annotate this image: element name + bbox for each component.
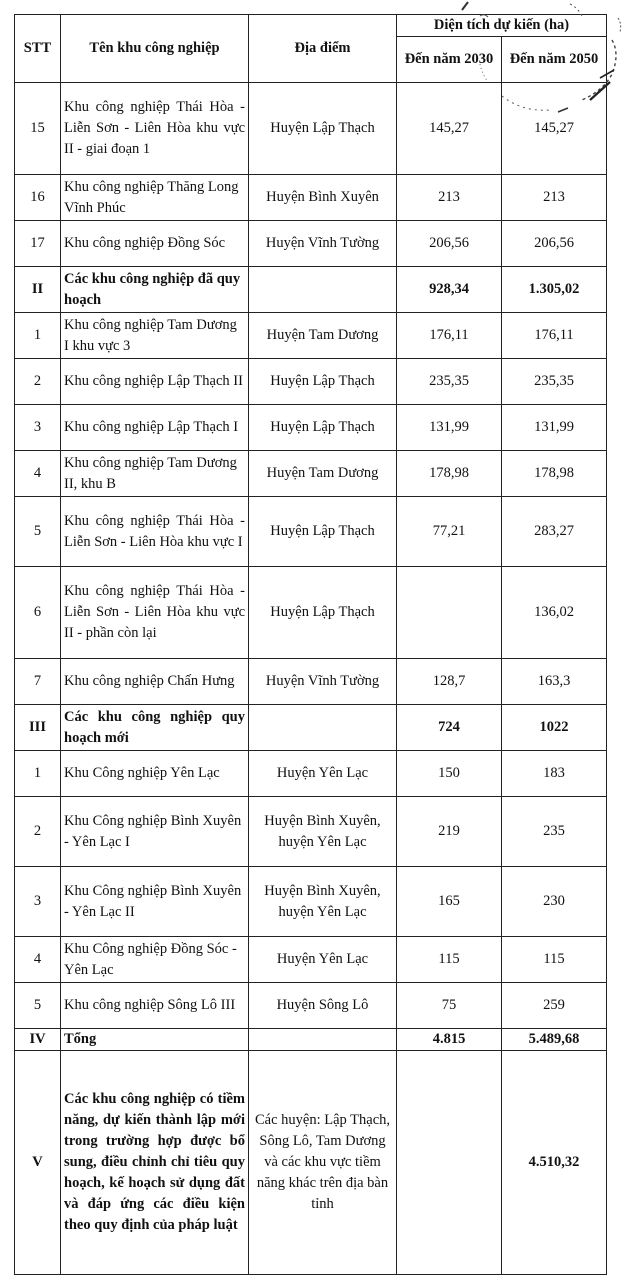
table-row [15, 1029, 607, 1051]
row-location: Huyện Lập Thạch [249, 405, 397, 451]
row-location: Huyện Lập Thạch [249, 497, 397, 567]
row-area-2030: 145,27 [397, 83, 502, 175]
table-row [15, 1051, 607, 1275]
header-year-2030: Đến năm 2030 [397, 37, 502, 83]
row-location [249, 705, 397, 751]
row-stt: II [15, 267, 61, 313]
row-area-2030: 213 [397, 175, 502, 221]
row-area-2050: 178,98 [502, 451, 607, 497]
row-name: Khu Công nghiệp Đồng Sóc - Yên Lạc [61, 937, 249, 983]
row-location: Huyện Yên Lạc [249, 937, 397, 983]
row-area-2050: 235 [502, 797, 607, 867]
row-name: Các khu công nghiệp quy hoạch mới [61, 705, 249, 751]
table-row [15, 497, 607, 567]
row-stt: 3 [15, 867, 61, 937]
row-name: Khu công nghiệp Thái Hòa - Liễn Sơn - Liên Hòa khu vực II - phần còn lại [61, 567, 249, 659]
row-area-2050: 163,3 [502, 659, 607, 705]
row-area-2050: 5.489,68 [502, 1029, 607, 1051]
row-location [249, 267, 397, 313]
table-row [15, 937, 607, 983]
row-stt: V [15, 1051, 61, 1275]
row-stt: 1 [15, 313, 61, 359]
row-name: Khu công nghiệp Thái Hòa - Liễn Sơn - Liên Hòa khu vực II - giai đoạn 1 [61, 83, 249, 175]
row-location: Huyện Vĩnh Tường [249, 221, 397, 267]
row-stt: 2 [15, 797, 61, 867]
row-stt: 5 [15, 983, 61, 1029]
row-stt: 15 [15, 83, 61, 175]
row-location: Huyện Tam Dương [249, 451, 397, 497]
row-location: Huyện Yên Lạc [249, 751, 397, 797]
table-row [15, 659, 607, 705]
table-row [15, 705, 607, 751]
table-row [15, 451, 607, 497]
row-area-2050: 145,27 [502, 83, 607, 175]
table-row [15, 359, 607, 405]
document-page [14, 14, 607, 1275]
row-area-2030: 165 [397, 867, 502, 937]
row-area-2030: 928,34 [397, 267, 502, 313]
row-stt: 17 [15, 221, 61, 267]
table-row [15, 751, 607, 797]
row-name: Khu công nghiệp Thăng Long Vĩnh Phúc [61, 175, 249, 221]
row-area-2050: 235,35 [502, 359, 607, 405]
row-area-2050: 176,11 [502, 313, 607, 359]
row-stt: 3 [15, 405, 61, 451]
row-name: Khu Công nghiệp Bình Xuyên - Yên Lạc I [61, 797, 249, 867]
row-area-2050: 230 [502, 867, 607, 937]
table-row [15, 83, 607, 175]
row-area-2030: 128,7 [397, 659, 502, 705]
row-area-2030: 178,98 [397, 451, 502, 497]
row-name: Khu công nghiệp Lập Thạch II [61, 359, 249, 405]
row-stt: 6 [15, 567, 61, 659]
table-row [15, 267, 607, 313]
row-area-2030 [397, 567, 502, 659]
row-stt: 4 [15, 937, 61, 983]
row-location: Huyện Lập Thạch [249, 83, 397, 175]
row-area-2030: 206,56 [397, 221, 502, 267]
row-area-2030: 115 [397, 937, 502, 983]
row-stt: 2 [15, 359, 61, 405]
row-location: Huyện Tam Dương [249, 313, 397, 359]
row-area-2030: 235,35 [397, 359, 502, 405]
row-area-2050: 206,56 [502, 221, 607, 267]
table-row [15, 405, 607, 451]
row-name: Khu Công nghiệp Yên Lạc [61, 751, 249, 797]
row-area-2030: 150 [397, 751, 502, 797]
row-name: Khu công nghiệp Đồng Sóc [61, 221, 249, 267]
row-area-2050: 183 [502, 751, 607, 797]
row-stt: 1 [15, 751, 61, 797]
row-name: Khu công nghiệp Tam Dương I khu vực 3 [61, 313, 249, 359]
row-area-2050: 131,99 [502, 405, 607, 451]
header-location: Địa điểm [249, 15, 397, 83]
row-area-2030: 77,21 [397, 497, 502, 567]
table-row [15, 983, 607, 1029]
row-area-2050: 4.510,32 [502, 1051, 607, 1275]
header-stt: STT [15, 15, 61, 83]
row-location: Huyện Bình Xuyên [249, 175, 397, 221]
row-area-2050: 283,27 [502, 497, 607, 567]
row-stt: IV [15, 1029, 61, 1051]
row-location: Huyện Bình Xuyên, huyện Yên Lạc [249, 797, 397, 867]
row-name: Các khu công nghiệp có tiềm năng, dự kiến thành lập mới trong trường hợp được bổ sung, điều chỉnh chỉ tiêu quy hoạch, kế hoạch sử dụng đất và đáp ứng các điều kiện theo quy định của pháp luật [61, 1051, 249, 1275]
row-name: Khu Công nghiệp Bình Xuyên - Yên Lạc II [61, 867, 249, 937]
row-area-2030: 176,11 [397, 313, 502, 359]
row-location [249, 1029, 397, 1051]
row-name: Khu công nghiệp Tam Dương II, khu B [61, 451, 249, 497]
header-name: Tên khu công nghiệp [61, 15, 249, 83]
table-row [15, 313, 607, 359]
table-row [15, 175, 607, 221]
table-row [15, 797, 607, 867]
row-stt: 7 [15, 659, 61, 705]
row-location: Huyện Bình Xuyên, huyện Yên Lạc [249, 867, 397, 937]
row-location: Huyện Sông Lô [249, 983, 397, 1029]
row-stt: III [15, 705, 61, 751]
table-row [15, 221, 607, 267]
row-area-2030: 724 [397, 705, 502, 751]
row-area-2030: 75 [397, 983, 502, 1029]
row-name: Khu công nghiệp Chấn Hưng [61, 659, 249, 705]
row-location: Huyện Lập Thạch [249, 359, 397, 405]
row-name: Khu công nghiệp Thái Hòa - Liễn Sơn - Liên Hòa khu vực I [61, 497, 249, 567]
row-area-2050: 259 [502, 983, 607, 1029]
row-name: Các khu công nghiệp đã quy hoạch [61, 267, 249, 313]
table-row [15, 867, 607, 937]
header-area-group: Diện tích dự kiến (ha) [397, 15, 607, 37]
row-stt: 5 [15, 497, 61, 567]
header-year-2050: Đến năm 2050 [502, 37, 607, 83]
row-name: Tổng [61, 1029, 249, 1051]
row-area-2050: 1.305,02 [502, 267, 607, 313]
row-area-2030: 219 [397, 797, 502, 867]
row-area-2050: 136,02 [502, 567, 607, 659]
row-area-2030: 131,99 [397, 405, 502, 451]
row-area-2050: 213 [502, 175, 607, 221]
row-location: Huyện Vĩnh Tường [249, 659, 397, 705]
row-area-2050: 1022 [502, 705, 607, 751]
row-stt: 16 [15, 175, 61, 221]
industrial-zone-table [14, 14, 607, 1275]
row-location: Huyện Lập Thạch [249, 567, 397, 659]
row-stt: 4 [15, 451, 61, 497]
row-location: Các huyện: Lập Thạch, Sông Lô, Tam Dương và các khu vực tiềm năng khác trên địa bàn tỉnh [249, 1051, 397, 1275]
row-name: Khu công nghiệp Sông Lô III [61, 983, 249, 1029]
row-area-2050: 115 [502, 937, 607, 983]
row-area-2030 [397, 1051, 502, 1275]
row-name: Khu công nghiệp Lập Thạch I [61, 405, 249, 451]
table-row [15, 567, 607, 659]
row-area-2030: 4.815 [397, 1029, 502, 1051]
